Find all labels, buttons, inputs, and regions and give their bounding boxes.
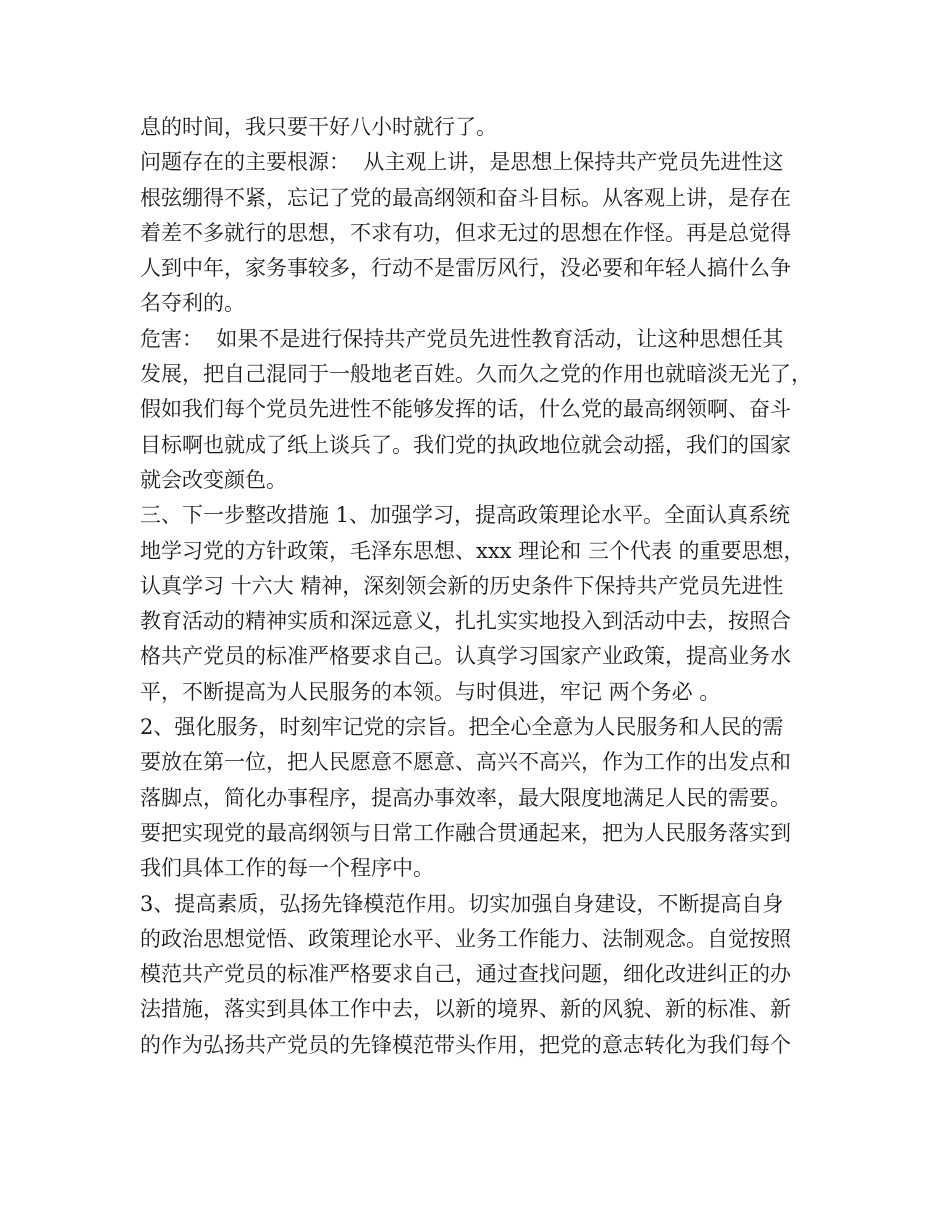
- text-line: 格共产党员的标准严格要求自己。认真学习国家产业政策，提高业务水: [140, 644, 791, 669]
- text-line: 平，不断提高为人民服务的本领。与时俱进，牢记 两个务必 。: [140, 679, 721, 704]
- text-line: 人到中年，家务事较多，行动不是雷厉风行，没必要和年轻人搞什么争: [140, 256, 791, 281]
- text-line: 名夺利的。: [140, 291, 245, 316]
- text-line: 3、提高素质，弘扬先锋模范作用。切实加强自身建设，不断提高自身: [140, 891, 784, 916]
- text-line: 认真学习 十六大 精神，深刻领会新的历史条件下保持共产党员先进性: [140, 573, 784, 598]
- text-line: 落脚点，简化办事程序，提高办事效率，最大限度地满足人民的需要。: [140, 785, 791, 810]
- text-line: 问题存在的主要根源： 从主观上讲，是思想上保持共产党员先进性这: [140, 150, 784, 175]
- text-line: 危害： 如果不是进行保持共产党员先进性教育活动，让这种思想任其: [140, 326, 784, 351]
- text-line: 我们具体工作的每一个程序中。: [140, 856, 434, 881]
- text-line: 要放在第一位，把人民愿意不愿意、高兴不高兴，作为工作的出发点和: [140, 750, 791, 775]
- text-line: 模范共产党员的标准严格要求自己，通过查找问题，细化改进纠正的办: [140, 962, 791, 987]
- text-line: 就会改变颜色。: [140, 467, 287, 492]
- body-text: [140, 110, 830, 1063]
- text-line: 发展，把自己混同于一般地老百姓。久而久之党的作用也就暗淡无光了，: [140, 362, 812, 387]
- text-line: 教育活动的精神实质和深远意义，扎扎实实地投入到活动中去，按照合: [140, 609, 791, 634]
- text-line: 要把实现党的最高纲领与日常工作融合贯通起来，把为人民服务落实到: [140, 820, 791, 845]
- text-line: 假如我们每个党员先进性不能够发挥的话，什么党的最高纲领啊、奋斗: [140, 397, 791, 422]
- text-line: 息的时间，我只要干好八小时就行了。: [140, 115, 497, 139]
- text-line: 地学习党的方针政策，毛泽东思想、xxx 理论和 三个代表 的重要思想，: [140, 538, 805, 563]
- text-line: 着差不多就行的思想，不求有功，但求无过的思想在作怪。再是总觉得: [140, 220, 791, 245]
- text-line: 三、下一步整改措施 1、加强学习，提高政策理论水平。全面认真系统: [140, 503, 791, 528]
- text-line: 根弦绷得不紧，忘记了党的最高纲领和奋斗目标。从客观上讲，是存在: [140, 185, 791, 210]
- text-line: 的作为弘扬共产党员的先锋模范带头作用，把党的意志转化为我们每个: [140, 1032, 791, 1057]
- text-line: 的政治思想觉悟、政策理论水平、业务工作能力、法制观念。自觉按照: [140, 926, 791, 951]
- text-line: 2、强化服务，时刻牢记党的宗旨。把全心全意为人民服务和人民的需: [140, 715, 784, 740]
- text-line: 法措施，落实到具体工作中去，以新的境界、新的风貌、新的标准、新: [140, 997, 791, 1022]
- text-line: 目标啊也就成了纸上谈兵了。我们党的执政地位就会动摇，我们的国家: [140, 432, 791, 457]
